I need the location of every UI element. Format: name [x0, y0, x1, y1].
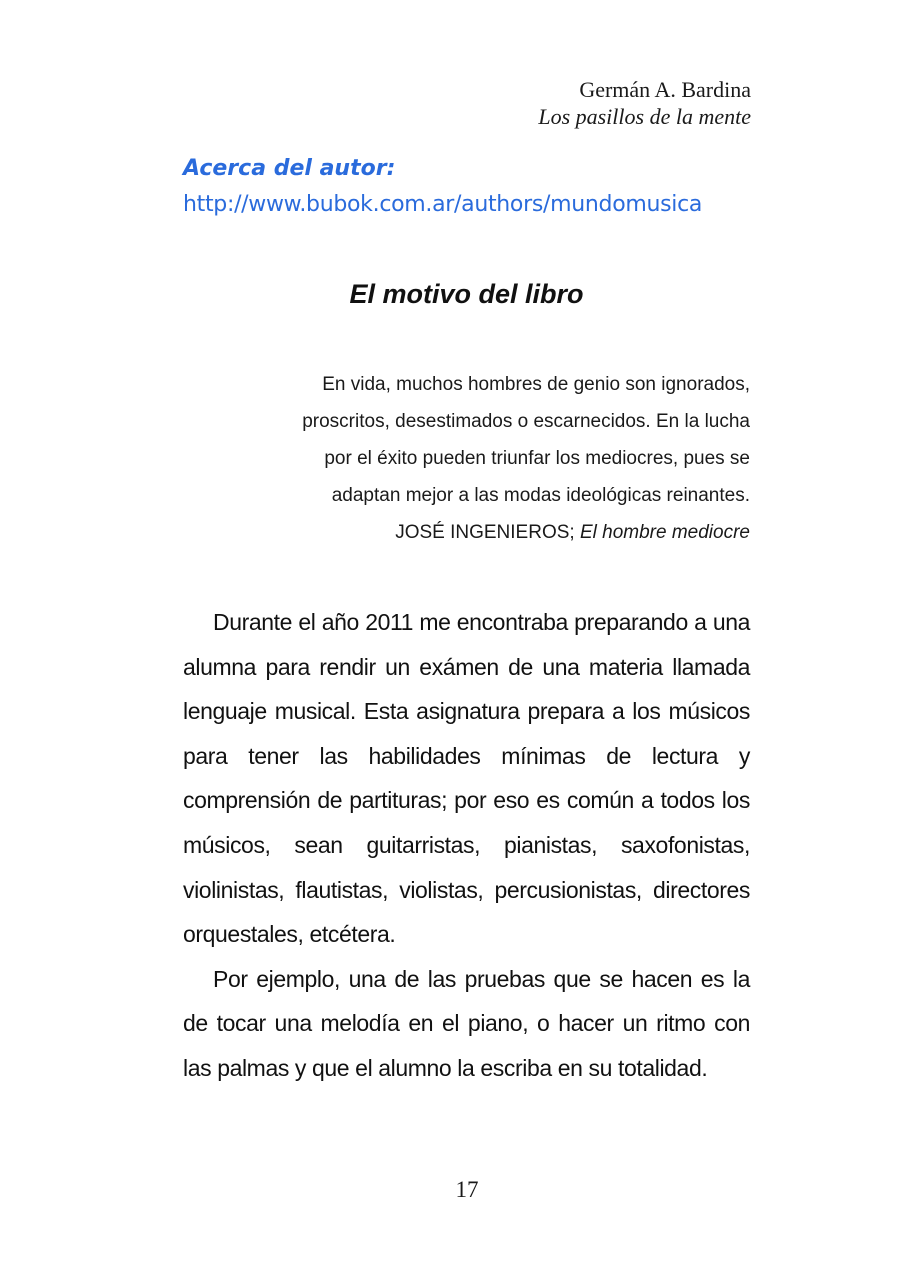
epigraph-line: por el éxito pueden triunfar los mediocres, pues se [324, 448, 750, 469]
body-text [183, 600, 750, 1091]
about-author-section [183, 152, 763, 224]
chapter-title: El motivo del libro [349, 279, 584, 309]
body-paragraph: Durante el año 2011 me encontraba preparando a una alumna para rendir un exámen de una materia llamada lenguaje musical. Esta asignatura prepara a los músicos para tener las habilidades mínimas de lectura y comprensión de partituras; por eso es común a todos los músicos, sean guitarristas, pianistas, saxofonistas, violinistas, flautistas, violistas, percusionistas, directores orquestales, etcétera. [183, 609, 750, 948]
running-header [538, 76, 751, 130]
attribution-author: JOSÉ INGENIEROS; [395, 522, 580, 543]
epigraph-line: proscritos, desestimados o escarnecidos. En la lucha [302, 411, 750, 432]
body-paragraph: Por ejemplo, una de las pruebas que se hacen es la de tocar una melodía en el piano, o hacer un ritmo con las palmas y que el alumno la escriba en su totalidad. [183, 965, 750, 1081]
attribution-book-title: El hombre mediocre [579, 522, 750, 543]
epigraph-line: En vida, muchos hombres de genio son ignorados, [322, 374, 750, 395]
epigraph-line: adaptan mejor a las modas ideológicas reinantes. [331, 485, 750, 506]
header-book-title: Los pasillos de la mente [538, 104, 751, 129]
epigraph-attribution [210, 514, 750, 551]
epigraph [210, 366, 750, 551]
header-author: Germán A. Bardina [579, 77, 751, 102]
author-url-link[interactable]: http://www.bubok.com.ar/authors/mundomusica [183, 192, 703, 217]
about-author-label: Acerca del autor: [183, 156, 396, 181]
page-number: 17 [455, 1177, 479, 1202]
